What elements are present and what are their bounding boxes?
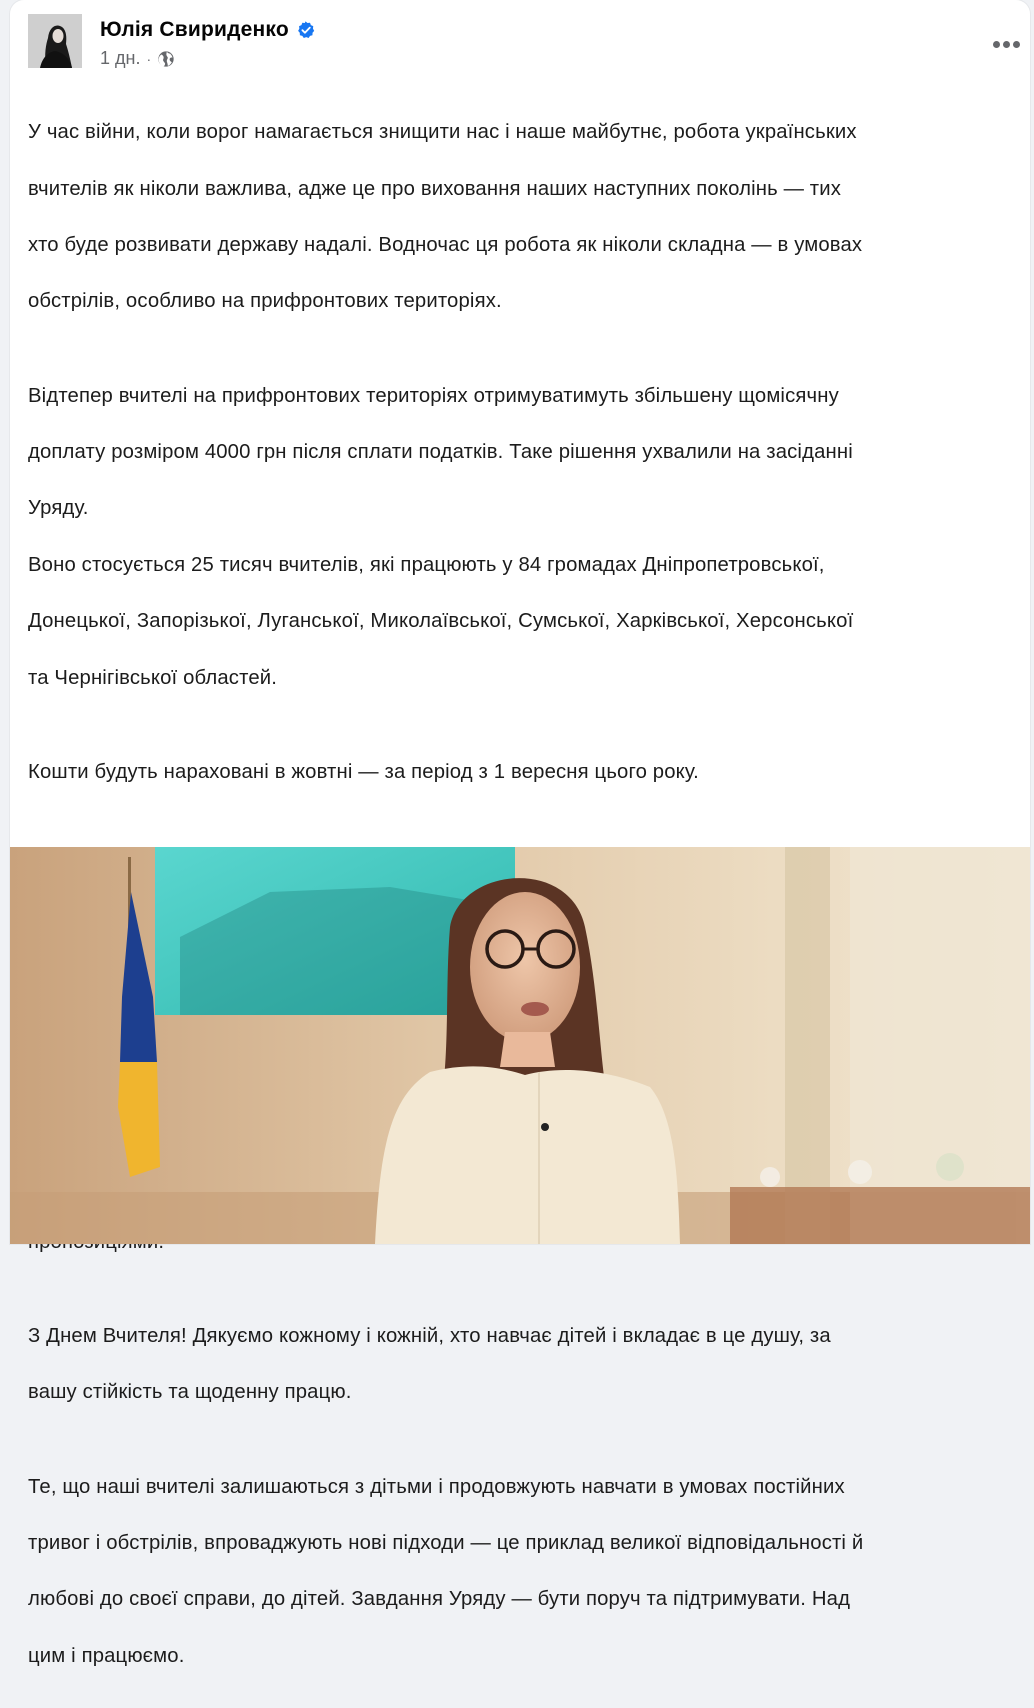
photo-door bbox=[850, 847, 1030, 1244]
post-paragraph bbox=[28, 90, 1018, 344]
post-paragraph bbox=[28, 353, 1018, 720]
globe-icon[interactable] bbox=[157, 50, 175, 68]
author-avatar[interactable] bbox=[28, 14, 82, 68]
text-line: вашу стійкість та щоденну працю. bbox=[28, 1381, 352, 1404]
more-dot-icon bbox=[1003, 41, 1010, 48]
text-line: Воно стосується 25 тисяч вчителів, які працюють у 84 громадах Дніпропетровської, bbox=[28, 553, 825, 576]
text-line: доплату розміром 4000 грн після сплати податків. Таке рішення ухвалили на засіданні bbox=[28, 440, 853, 463]
author-name-link[interactable] bbox=[100, 18, 315, 42]
text-line: Те, що наші вчителі залишаються з дітьми і продовжують навчати в умовах постійних bbox=[28, 1475, 845, 1498]
text-line: хто буде розвивати державу надалі. Водночас ця робота як ніколи складна — в умовах bbox=[28, 234, 863, 257]
text-line: Відтепер вчителі на прифронтових територіях отримуватимуть збільшену щомісячну bbox=[28, 384, 839, 407]
post-meta bbox=[100, 48, 175, 69]
post-paragraph bbox=[28, 1294, 1018, 1435]
post-header bbox=[10, 0, 1030, 80]
text-line: З Днем Вчителя! Дякуємо кожному і кожній, хто навчає дітей і вкладає в це душу, за bbox=[28, 1325, 831, 1348]
meta-separator: · bbox=[146, 50, 152, 67]
text-line: любові до своєї справи, до дітей. Завдання Уряду — бути поруч та підтримувати. Над bbox=[28, 1588, 851, 1611]
text-line: У час війни, коли ворог намагається знищити нас і наше майбутнє, робота українських bbox=[28, 121, 857, 144]
verified-badge-icon bbox=[297, 21, 315, 39]
text-line: та Чернігівської областей. bbox=[28, 666, 278, 689]
text-line: обстрілів, особливо на прифронтових територіях. bbox=[28, 290, 502, 313]
more-dot-icon bbox=[993, 41, 1000, 48]
author-name: Юлія Свириденко bbox=[100, 18, 289, 41]
post-card bbox=[10, 0, 1030, 1667]
text-line: вчителів як ніколи важлива, адже це про виховання наших наступних поколінь — тих bbox=[28, 177, 841, 200]
photo-column bbox=[785, 847, 830, 1244]
more-options-button[interactable] bbox=[986, 30, 1026, 58]
post-paragraph bbox=[28, 1444, 1018, 1698]
photo-illustration bbox=[10, 847, 1030, 1244]
more-dot-icon bbox=[1013, 41, 1020, 48]
post-photo[interactable] bbox=[10, 847, 1030, 1244]
text-line: тривог і обстрілів, впроваджують нові підходи — це приклад великої відповідальності й bbox=[28, 1531, 864, 1554]
text-line: Донецької, Запорізької, Луганської, Миколаївської, Сумської, Харківської, Херсонської bbox=[28, 610, 854, 633]
text-line: цим і працюємо. bbox=[28, 1644, 185, 1667]
avatar-photo bbox=[28, 14, 82, 68]
post-timestamp[interactable]: 1 дн. bbox=[100, 48, 141, 68]
text-line: Кошти будуть нараховані в жовтні — за період з 1 вересня цього року. bbox=[28, 760, 699, 783]
post-paragraph bbox=[28, 729, 1018, 814]
text-line: Уряду. bbox=[28, 497, 89, 520]
